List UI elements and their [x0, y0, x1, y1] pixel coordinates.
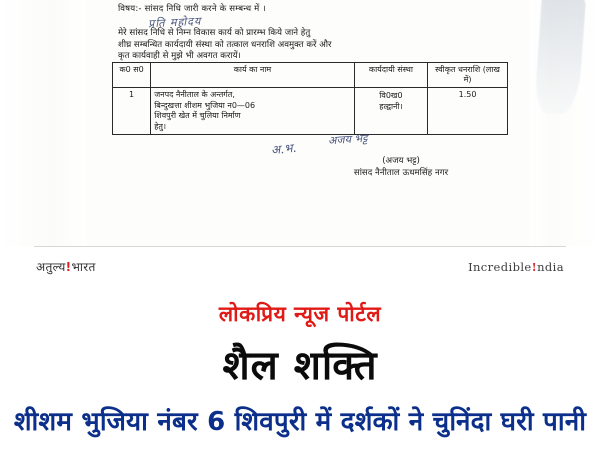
cell-amount: 1.50 [428, 88, 508, 135]
table-header-agency: कार्यदायी संस्था [354, 63, 427, 88]
cell-agency [354, 88, 427, 135]
letter-body-line-2: शीघ्र सम्बन्धित कार्यदायी संस्था को तत्काल धनराशि अवमुक्त करें और [118, 39, 332, 50]
atulya-bharat-logo [36, 258, 96, 275]
portal-headline: शीशम भुजिया नंबर 6 शिवपुरी में दर्शकों ने चुनिंदा घरी पानी [13, 407, 587, 437]
cell-work-line-2: बिन्दुखत्ता शीशम भुजिया न0—06 [154, 100, 256, 110]
portal-title: शैल शक्ति [222, 343, 378, 389]
strip-divider [34, 246, 566, 247]
cell-serial: 1 [113, 88, 151, 135]
cell-agency-line-1: वि0ख0 [379, 91, 403, 100]
table-header-serial: क0 स0 [113, 63, 151, 88]
cell-work-line-3: शिवपुरी खेत में चुलिया निर्माण [154, 111, 241, 120]
portal-kicker: लोकप्रिय न्यूज पोर्टल [218, 302, 382, 326]
letter-body-line-3: कृत कार्यवाही से मुझे भी अवगत करायें। [118, 51, 241, 61]
cell-work-line-4: हेतु। [154, 121, 167, 131]
letter-body [118, 28, 508, 63]
table-header-amount: स्वीकृत धनराशि (लाख में) [428, 63, 508, 88]
cell-work-line-1: जनपद नैनीताल के अन्तर्गत, [154, 90, 235, 99]
handwritten-salutation: प्रति महोदय [147, 14, 202, 31]
branding-strip [0, 246, 600, 294]
bharat-text: भारत [71, 260, 96, 274]
signature-scribble-right: अजय भट्ट [327, 131, 368, 148]
cell-work [151, 88, 355, 135]
incredible-exclaim-icon: ! [531, 260, 538, 274]
atulya-exclaim-icon: ! [65, 260, 72, 274]
india-text: ndia [537, 260, 564, 274]
cell-agency-line-2: हल्द्वानी। [379, 102, 403, 111]
table-header-row [113, 63, 508, 88]
atulya-text: अतुल्य [36, 260, 66, 274]
news-portal-branding [0, 294, 600, 450]
signature-block [296, 155, 506, 179]
signatory-name: (अजय भट्ट) [382, 156, 420, 166]
incredible-text: Incredible [468, 260, 532, 274]
table-header-work: कार्य का नाम [151, 63, 355, 88]
letter-subject: विषय:- सांसद निधि जारी करने के सम्बन्ध में । [118, 4, 266, 14]
grant-table [112, 62, 508, 135]
scan-left-margin [0, 0, 86, 252]
signature-scribble-left: अ.भ. [270, 140, 297, 158]
incredible-india-logo [468, 260, 564, 274]
signatory-designation: सांसद नैनीताल ऊधमसिंह नगर [353, 168, 449, 178]
letter-content [96, 0, 516, 252]
table-row [113, 88, 508, 135]
letter-body-line-1: मेरे सांसद निधि से निम्न विकास कार्य को प्रारम्भ किये जाने हेतु [118, 28, 311, 38]
